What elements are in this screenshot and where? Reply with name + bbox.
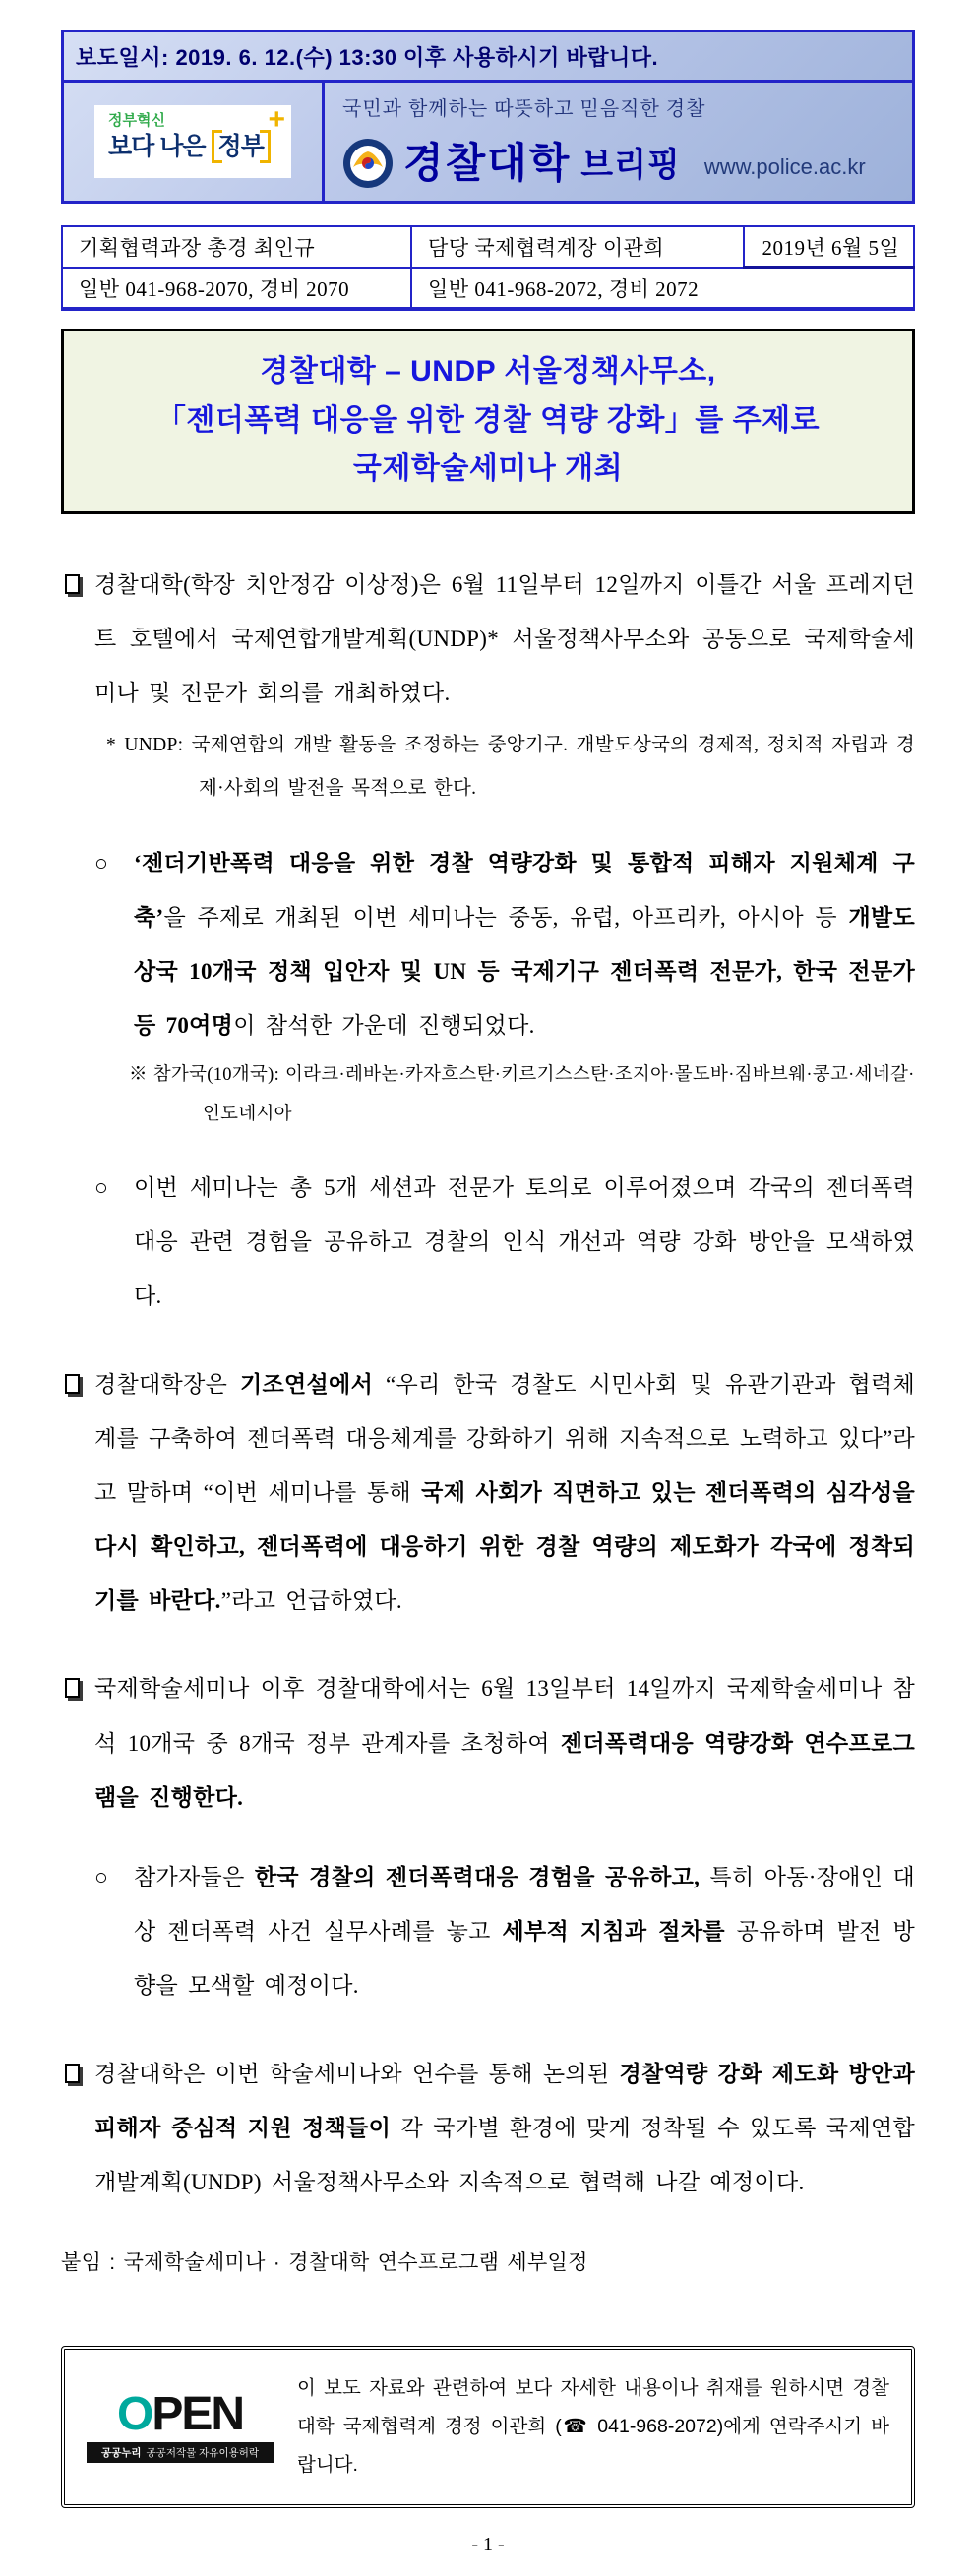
text-segment: 이번 세미나는 총 5개 세션과 전문가 토의로 이루어졌으며 각국의 젠더폭력 대응 관련 경험을 공유하고 경찰의 인식 개선과 역량 강화 방안을 모색하였다.	[134, 1174, 915, 1309]
manager-phone-cell: 일반 041-968-2070, 경비 2070	[62, 268, 411, 310]
text-segment: 경찰역량 강화 제도화 방안과 피해자 중심적 지원 정책들이	[94, 2061, 915, 2140]
footer-contact-notice: 이 보도 자료와 관련하여 보다 자세한 내용이나 취재를 원하시면 경찰대학 국제협력계 경정 이관희 (☎ 041-968-2072)에게 연락주시기 바랍니다.	[297, 2376, 889, 2476]
open-kogl-logo	[87, 2387, 274, 2463]
text-segment: 경찰대학(학장 치안정감 이상정)은 6월 11일부터 12일까지 이틀간 서울 프레지던트 호텔에서 국제연합개발계획(UNDP)* 서울정책사무소와 공동으로 국제학술세미나 및 전문가 회의를 개최하였다.	[94, 571, 915, 705]
square-bullet-icon	[65, 2064, 80, 2083]
text-segment: ”라고 언급하였다.	[220, 1588, 402, 1614]
text-segment: 경찰대학은 이번 학술세미나와 연수를 통해 논의된	[94, 2061, 620, 2086]
gov-logo-line1: 정부혁신	[108, 112, 165, 129]
open-logo-word: OPEN	[116, 2387, 244, 2440]
text-segment: ‘젠더기반폭력 대응을 위한 경찰 역량강화 및 통합적 피해자 지원체계 구축’	[134, 850, 915, 929]
text-segment: 공유하며 발전 방향을 모색할 예정이다.	[134, 1919, 916, 1999]
officer-cell: 담당 국제협력계장 이관희	[411, 226, 744, 268]
plus-icon: +	[268, 103, 285, 136]
paragraph-square	[61, 2047, 915, 2210]
header	[61, 30, 915, 204]
gov-logo-line2: 보다 나은 정부	[108, 130, 279, 164]
header-main	[64, 83, 912, 201]
embargo-notice: 보도일시: 2019. 6. 12.(수) 13:30 이후 사용하시기 바랍니다.	[64, 32, 912, 83]
paragraph-circle	[61, 1850, 915, 2013]
text-segment: 기조연설에서	[239, 1371, 374, 1397]
text-segment: * UNDP: 국제연합의 개발 활동을 조정하는 중앙기구. 개발도상국의 경제적, 정치적 자립과 경제·사회의 발전을 목적으로 한다.	[106, 735, 915, 799]
circle-bullet-icon: ○	[94, 850, 109, 875]
paragraph-attach	[61, 2239, 915, 2288]
gov-logo-cell	[64, 83, 325, 201]
text-segment: “우리 한국 경찰도 시민사회 및 유관기관과 협력체계를 구축하여 젠더폭력 대응체계를 강화하기 위해 지속적으로 노력하고 있다”라고 말하며 “이번 세미나를 통해	[94, 1371, 916, 1505]
text-segment: 국제 사회가 직면하고 있는 젠더폭력의 심각성을 다시 확인하고, 젠더폭력에 대응하기 위한 경찰 역량의 제도화가 각국에 정착되기를 바란다.	[94, 1479, 915, 1614]
table-row	[62, 268, 914, 310]
square-bullet-icon	[65, 1678, 80, 1698]
police-emblem-icon	[342, 138, 394, 189]
paragraph-square	[61, 558, 915, 721]
title-box	[61, 329, 915, 514]
header-brand-cell	[325, 83, 912, 201]
manager-cell: 기획협력과장 총경 최인규	[62, 226, 411, 268]
contact-table	[61, 225, 915, 311]
paragraph-circle	[61, 836, 915, 1053]
text-segment: ※ 참가국(10개국): 이라크·레바논·카자흐스탄·키르기스스탄·조지아·몰도바·짐바브웨·콩고·세네갈·인도네시아	[129, 1064, 915, 1125]
brief-label: 브리핑	[580, 147, 681, 184]
officer-phone-cell: 일반 041-968-2072, 경비 2072	[411, 268, 914, 310]
square-bullet-icon	[65, 1374, 80, 1394]
brand-row	[342, 138, 898, 193]
square-bullet-icon	[65, 574, 80, 594]
text-segment: 각 국가별 환경에 맞게 정착될 수 있도록 국제연합개발계획(UNDP) 서울정책사무소와 지속적으로 협력해 나갈 예정이다.	[94, 2115, 915, 2194]
paragraph-circle	[61, 1161, 915, 1324]
text-segment: 을 주제로 개최된 이번 세미나는 중동, 유럽, 아프리카, 아시아 등	[163, 905, 849, 929]
text-segment: 세부적 지침과 절차를	[502, 1919, 725, 1945]
text-segment: 개발도상국 10개국 정책 입안자 및 UN 등 국제기구 젠더폭력 전문가, 한국 전문가 등 70여명	[134, 905, 915, 1039]
date-cell: 2019년 6월 5일	[744, 226, 914, 268]
government-innovation-logo	[94, 105, 291, 178]
text-segment: 붙임 : 국제학술세미나 · 경찰대학 연수프로그램 세부일정	[61, 2251, 588, 2275]
paragraph-square	[61, 1357, 915, 1629]
text-segment: 특히 아동·장애인 대상 젠더폭력 사건 실무사례를 놓고	[134, 1865, 916, 1945]
text-segment: 경찰대학장은	[94, 1371, 240, 1397]
table-row	[62, 226, 914, 268]
title-line-2: 「젠더폭력 대응을 위한 경찰 역량 강화」를 주제로	[155, 403, 821, 437]
text-segment: 젠더폭력대응 역량강화 연수프로그램을 진행한다.	[94, 1730, 916, 1810]
footer-box	[61, 2346, 915, 2508]
text-segment: 이 참석한 가운데 진행되었다.	[233, 1013, 535, 1039]
org-name: 경찰대학	[403, 140, 572, 186]
gov-logo-bracket: 정부	[212, 130, 271, 164]
page-number: - 1 -	[471, 2533, 505, 2555]
body-content	[61, 558, 915, 2289]
circle-bullet-icon: ○	[94, 1865, 109, 1889]
paragraph-note	[61, 1055, 915, 1135]
website-url: www.police.ac.kr	[703, 154, 866, 179]
text-segment: 참가자들은	[134, 1865, 255, 1889]
title-line-3: 국제학술세미나 개최	[352, 452, 624, 485]
paragraph-footnote	[61, 724, 915, 810]
text-segment: 한국 경찰의 젠더폭력대응 경험을 공유하고,	[254, 1865, 701, 1889]
kogl-license-bar: 공공누리 공공저작물 자유이용허락	[87, 2442, 274, 2463]
open-logo-o: O	[116, 2387, 152, 2440]
paragraph-square	[61, 1661, 915, 1825]
text-segment: 국제학술세미나 이후 경찰대학에서는 6월 13일부터 14일까지 국제학술세미나 참석 10개국 중 8개국 정부 관계자를 초청하여	[94, 1676, 915, 1756]
title-line-1: 경찰대학 – UNDP 서울정책사무소,	[260, 355, 716, 388]
circle-bullet-icon: ○	[94, 1174, 109, 1200]
police-slogan: 국민과 함께하는 따뜻하고 믿음직한 경찰	[342, 98, 706, 120]
